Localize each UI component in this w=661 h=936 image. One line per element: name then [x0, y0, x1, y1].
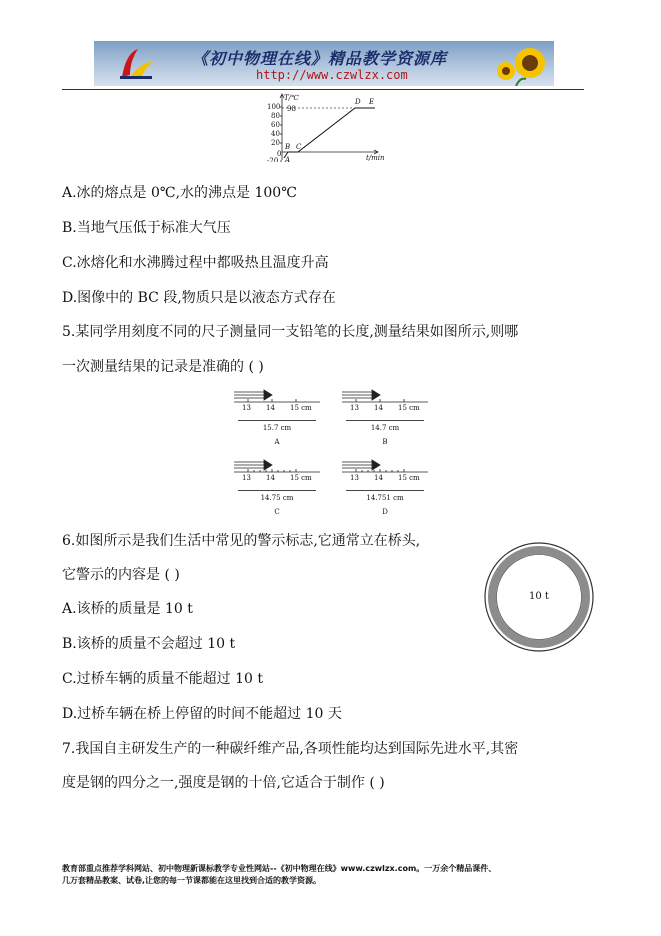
header-divider	[62, 89, 584, 90]
graph-y-tick: 80	[271, 112, 280, 120]
ruler-tick-label: 15 cm	[290, 404, 312, 412]
q4-option-b: B.当地气压低于标准大气压	[62, 220, 231, 236]
q6-stem-line1: 6.如图所示是我们生活中常见的警示标志,它通常立在桥头,	[62, 533, 421, 549]
ruler-panel-d	[340, 458, 430, 522]
banner-title: 《初中物理在线》精品教学资源库	[192, 49, 448, 68]
pencil-ruler-icon	[232, 388, 322, 418]
ruler-panel-a	[232, 388, 322, 452]
graph-point-b: B	[285, 143, 291, 151]
graph-y-tick: 20	[271, 139, 280, 147]
footer-line2: 几万套精品教案、试卷,让您的每一节课都能在这里找到合适的教学资源。	[62, 876, 322, 885]
logo-icon	[116, 47, 156, 81]
ruler-option-label: C	[274, 508, 280, 516]
q4-option-c: C.冰熔化和水沸腾过程中都吸热且温度升高	[62, 255, 329, 271]
q4-option-a: A.冰的熔点是 0℃,水的沸点是 100℃	[62, 185, 297, 201]
graph-point-d: D	[355, 98, 361, 106]
q6-option-d: D.过桥车辆在桥上停留的时间不能超过 10 天	[62, 706, 342, 722]
q7-stem-line1: 7.我国自主研发生产的一种碳纤维产品,各项性能均达到国际先进水平,其密	[62, 741, 519, 757]
sunflower-icon	[496, 41, 554, 86]
graph-point-e: E	[369, 98, 375, 106]
ruler-tick-label: 15 cm	[398, 404, 420, 412]
q7-stem-line2: 度是钢的四分之一,强度是钢的十倍,它适合于制作 ( )	[62, 775, 385, 791]
ruler-tick-label: 13	[242, 474, 251, 482]
ruler-tick-label: 13	[350, 474, 359, 482]
graph-y-tick: 0	[277, 150, 282, 158]
ruler-tick-label: 13	[242, 404, 251, 412]
ruler-reading: 14.751 cm	[366, 494, 404, 502]
q6-option-c: C.过桥车辆的质量不能超过 10 t	[62, 671, 264, 687]
graph-point-c: C	[296, 143, 302, 151]
weight-limit-sign	[483, 541, 595, 653]
ruler-tick-label: 14	[374, 474, 383, 482]
ruler-option-label: D	[382, 508, 388, 516]
ruler-divider	[238, 420, 316, 421]
q6-option-b: B.该桥的质量不会超过 10 t	[62, 636, 236, 652]
graph-x-axis-label: t/min	[366, 154, 385, 162]
ruler-tick-label: 14	[266, 404, 275, 412]
graph-y-tick: 100	[267, 103, 281, 111]
ruler-tick-label: 15 cm	[398, 474, 420, 482]
pencil-ruler-icon	[340, 458, 430, 488]
ruler-option-label: B	[382, 438, 388, 446]
ruler-reading: 14.75 cm	[260, 494, 294, 502]
pencil-ruler-icon	[340, 388, 430, 418]
graph-y-tick: 40	[271, 130, 280, 138]
ruler-option-label: A	[274, 438, 280, 446]
ruler-divider	[346, 420, 424, 421]
ruler-tick-label: 13	[350, 404, 359, 412]
ruler-panel-b	[340, 388, 430, 452]
pencil-ruler-icon	[232, 458, 322, 488]
q6-stem-line2: 它警示的内容是 ( )	[62, 567, 180, 583]
temperature-time-graph	[250, 92, 390, 162]
ruler-reading: 15.7 cm	[262, 424, 292, 432]
graph-y-tick: -20	[267, 157, 279, 162]
ruler-tick-label: 14	[266, 474, 275, 482]
graph-y-tick: 60	[271, 121, 280, 129]
sign-text: 10 t	[529, 591, 549, 602]
page-footer	[62, 863, 602, 887]
ruler-divider	[346, 490, 424, 491]
ruler-reading: 14.7 cm	[370, 424, 400, 432]
ruler-divider	[238, 490, 316, 491]
ruler-tick-label: 15 cm	[290, 474, 312, 482]
ruler-panel-c	[232, 458, 322, 522]
graph-boiling-label: 98	[287, 105, 296, 113]
graph-y-axis-label: T/℃	[284, 94, 299, 102]
banner-url[interactable]: http://www.czwlzx.com	[256, 68, 408, 82]
q6-option-a: A.该桥的质量是 10 t	[62, 601, 193, 617]
q5-stem-line2: 一次测量结果的记录是准确的 ( )	[62, 359, 264, 375]
ruler-tick-label: 14	[374, 404, 383, 412]
q4-option-d: D.图像中的 BC 段,物质只是以液态方式存在	[62, 290, 336, 306]
graph-point-a: A	[285, 156, 291, 162]
footer-line1: 教育部重点推荐学科网站、初中物理新课标教学专业性网站--《初中物理在线》www.czwlzx.com。一万余个精品课件、	[62, 864, 497, 873]
q5-stem-line1: 5.某同学用刻度不同的尺子测量同一支铅笔的长度,测量结果如图所示,则哪	[62, 324, 519, 340]
header-banner	[94, 41, 554, 86]
